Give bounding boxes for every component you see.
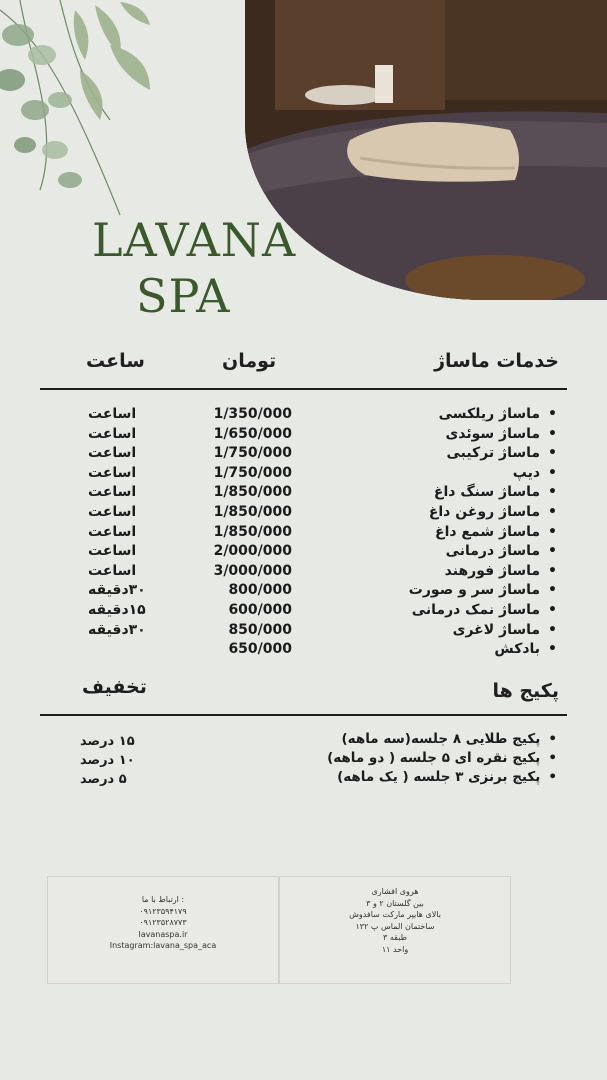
service-name: • ماساژ ترکیبی xyxy=(409,444,557,464)
service-duration: ۳۰دقیقه xyxy=(88,621,146,638)
contact-line: ۰۹۱۲۳۵۲۸۷۷۳ xyxy=(139,918,187,927)
service-price: 650/000 xyxy=(228,641,292,658)
address-line: بین گلستان ۲ و ۳ xyxy=(366,898,424,908)
contact-line: Instagram:lavana_spa_aca xyxy=(109,941,217,950)
service-duration: اساعت xyxy=(88,406,137,422)
service-price: 850/000 xyxy=(228,621,292,638)
address-line: هروی افشاری xyxy=(371,887,419,896)
service-duration: اساعت xyxy=(88,484,137,501)
service-name: • ماساژ فورهند xyxy=(409,562,557,582)
service-name: • ماساژ سر و صورت xyxy=(409,581,557,601)
service-duration: اساعت xyxy=(88,464,137,481)
address-card xyxy=(279,876,511,984)
service-price: 600/000 xyxy=(228,601,292,618)
service-price: 2/000/000 xyxy=(213,543,292,560)
package-discount: ۱۰ درصد xyxy=(80,753,135,768)
address-line: طبقه ۳ xyxy=(383,933,407,942)
address-line: واحد ۱۱ xyxy=(381,944,409,954)
spa-photo xyxy=(245,0,607,300)
contact-line: ارتباط با ما : xyxy=(141,895,185,904)
service-price: 1/850/000 xyxy=(213,484,292,501)
service-duration: اساعت xyxy=(88,523,137,540)
service-duration: اساعت xyxy=(88,503,137,520)
service-duration: اساعت xyxy=(88,445,137,462)
eucalyptus-leaves-decoration xyxy=(0,0,170,240)
service-price: 3/000/000 xyxy=(213,562,292,579)
brand-logo xyxy=(92,212,296,324)
service-price: 1/750/000 xyxy=(213,445,292,462)
services-header: خدمات ماساژ xyxy=(434,350,559,372)
service-price: 1/650/000 xyxy=(213,425,292,442)
contact-line: lavanaspa.ir xyxy=(138,929,188,939)
discounts-list xyxy=(80,732,135,789)
service-name: • ماساژ نمک درمانی xyxy=(409,601,557,621)
packages-divider xyxy=(40,714,567,716)
price-header: تومان xyxy=(222,350,277,372)
services-divider xyxy=(40,388,567,390)
contact-line: ۰۹۱۲۳۵۹۴۱۷۹ xyxy=(139,906,187,916)
prices-list xyxy=(210,405,292,660)
service-duration: اساعت xyxy=(88,543,137,560)
service-duration: اساعت xyxy=(88,562,137,579)
contact-card xyxy=(47,876,279,984)
service-duration: اساعت xyxy=(88,425,137,442)
address-line: ساختمان الماس پ ۱۳۲ xyxy=(355,921,435,931)
brand-line-1: LAVANA xyxy=(92,213,297,267)
package-name: • پکیج نقره ای ۵ جلسه ( دو ماهه) xyxy=(327,749,557,768)
service-name: • ماساژ ریلکسی xyxy=(409,405,557,425)
service-name: • ماساژ روغن داغ xyxy=(409,503,557,523)
service-price: 800/000 xyxy=(228,582,292,599)
service-name: • ماساژ لاغری xyxy=(409,621,557,641)
package-discount: ۱۵ درصد xyxy=(80,734,135,749)
service-name: • بادکش xyxy=(409,640,557,660)
discount-header: تخفیف xyxy=(82,676,147,698)
service-duration: ۱۵دقیقه xyxy=(88,601,146,618)
address-line: بالای هایپر مارکت سافدوش xyxy=(349,910,441,919)
durations-list xyxy=(88,405,146,640)
service-price: 1/850/000 xyxy=(213,523,292,540)
packages-header: پکیج ها xyxy=(492,680,559,702)
service-duration: ۳۰دقیقه xyxy=(88,582,146,599)
service-name: • ماساژ درمانی xyxy=(409,542,557,562)
packages-list xyxy=(327,730,557,787)
service-price: 1/350/000 xyxy=(213,406,292,422)
package-discount: ۵ درصد xyxy=(80,772,127,787)
service-name: • ماساژ سنگ داغ xyxy=(409,483,557,503)
service-price: 1/850/000 xyxy=(213,503,292,520)
service-name: • ماساژ سوئدی xyxy=(409,425,557,445)
package-name: • پکیج برنزی ۳ جلسه ( یک ماهه) xyxy=(327,768,557,787)
service-price: 1/750/000 xyxy=(213,464,292,481)
services-list xyxy=(409,405,557,660)
package-name: • پکیج طلایی ۸ جلسه(سه ماهه) xyxy=(327,730,557,749)
brand-line-2: SPA xyxy=(136,269,231,323)
service-name: • دیپ xyxy=(409,464,557,484)
service-name: • ماساژ شمع داغ xyxy=(409,523,557,543)
time-header: ساعت xyxy=(86,350,145,372)
